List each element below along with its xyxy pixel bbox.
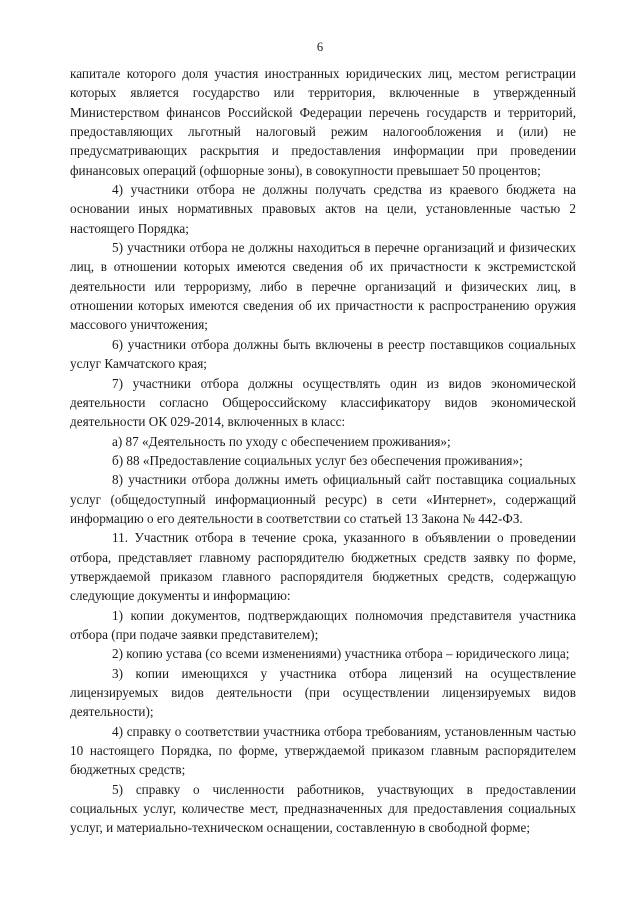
paragraph-doc-4: 4) справку о соответствии участника отбора требованиям, установленным частью 10 настоящего Порядка, по форме, утверждаемой приказом главным распорядителем бюджетных средств; <box>70 723 576 778</box>
paragraph-continuation: капитале которого доля участия иностранных юридических лиц, местом регистрации которых является государство или территория, включенные в утвержденный Министерством финансов Российской Федерации перечень государств и территорий, предоставляющих льготный налоговый режим налогообложения и (или) не предусматривающих раскрытия и предоставления информации при проведении финансовых операций (офшорные зоны), в совокупности превышает 50 процентов; <box>70 66 576 178</box>
paragraph-item-7: 7) участники отбора должны осуществлять один из видов экономической деятельности согласно Общероссийскому классификатору видов экономической деятельности ОК 029-2014, включенных в класс: <box>70 375 576 430</box>
paragraph-item-4: 4) участники отбора не должны получать средства из краевого бюджета на основании иных нормативных правовых актов на цели, установленные частью 2 настоящего Порядка; <box>70 182 576 236</box>
paragraph-item-7b: б) 88 «Предоставление социальных услуг без обеспечения проживания»; <box>112 452 523 468</box>
paragraph-doc-5: 5) справку о численности работников, участвующих в предоставлении социальных услуг, количестве мест, предназначенных для предоставления социальных услуг, и материально-техническом оснащении, составленную в свободной форме; <box>70 781 576 836</box>
paragraph-doc-3: 3) копии имеющихся у участника отбора лицензий на осуществление лицензируемых видов деятельности (при осуществлении лицензируемых видов деятельности); <box>70 665 576 720</box>
paragraph-item-5: 5) участники отбора не должны находиться в перечне организаций и физических лиц, в отношении которых имеются сведения об их причастности к экстремистской деятельности или терроризму, либо в перечне организаций и физических лиц, в отношении которых имеются сведения об их причастности к распространению оружия массового уничтожения; <box>70 240 576 333</box>
paragraph-section-11: 11. Участник отбора в течение срока, указанного в объявлении о проведении отбора, представляет главному распорядителю бюджетных средств заявку по форме, утверждаемой приказом главного распорядителя бюджетных средств, содержащую следующие документы и информацию: <box>70 530 576 604</box>
paragraph-item-6: 6) участники отбора должны быть включены в реестр поставщиков социальных услуг Камчатского края; <box>70 336 576 372</box>
paragraph-doc-1: 1) копии документов, подтверждающих полномочия представителя участника отбора (при подаче заявки представителем); <box>70 607 576 642</box>
document-body <box>70 64 576 838</box>
paragraph-item-8: 8) участники отбора должны иметь официальный сайт поставщика социальных услуг (общедоступный информационный ресурс) в сети «Интернет», содержащий информацию о его деятельности в соответствии со статьей 13 Закона № 442-ФЗ. <box>70 472 576 526</box>
paragraph-doc-2: 2) копию устава (со всеми изменениями) участника отбора – юридического лица; <box>112 646 570 662</box>
paragraph-item-7a: а) 87 «Деятельность по уходу с обеспечением проживания»; <box>112 433 451 449</box>
page-number: 6 <box>316 40 324 54</box>
